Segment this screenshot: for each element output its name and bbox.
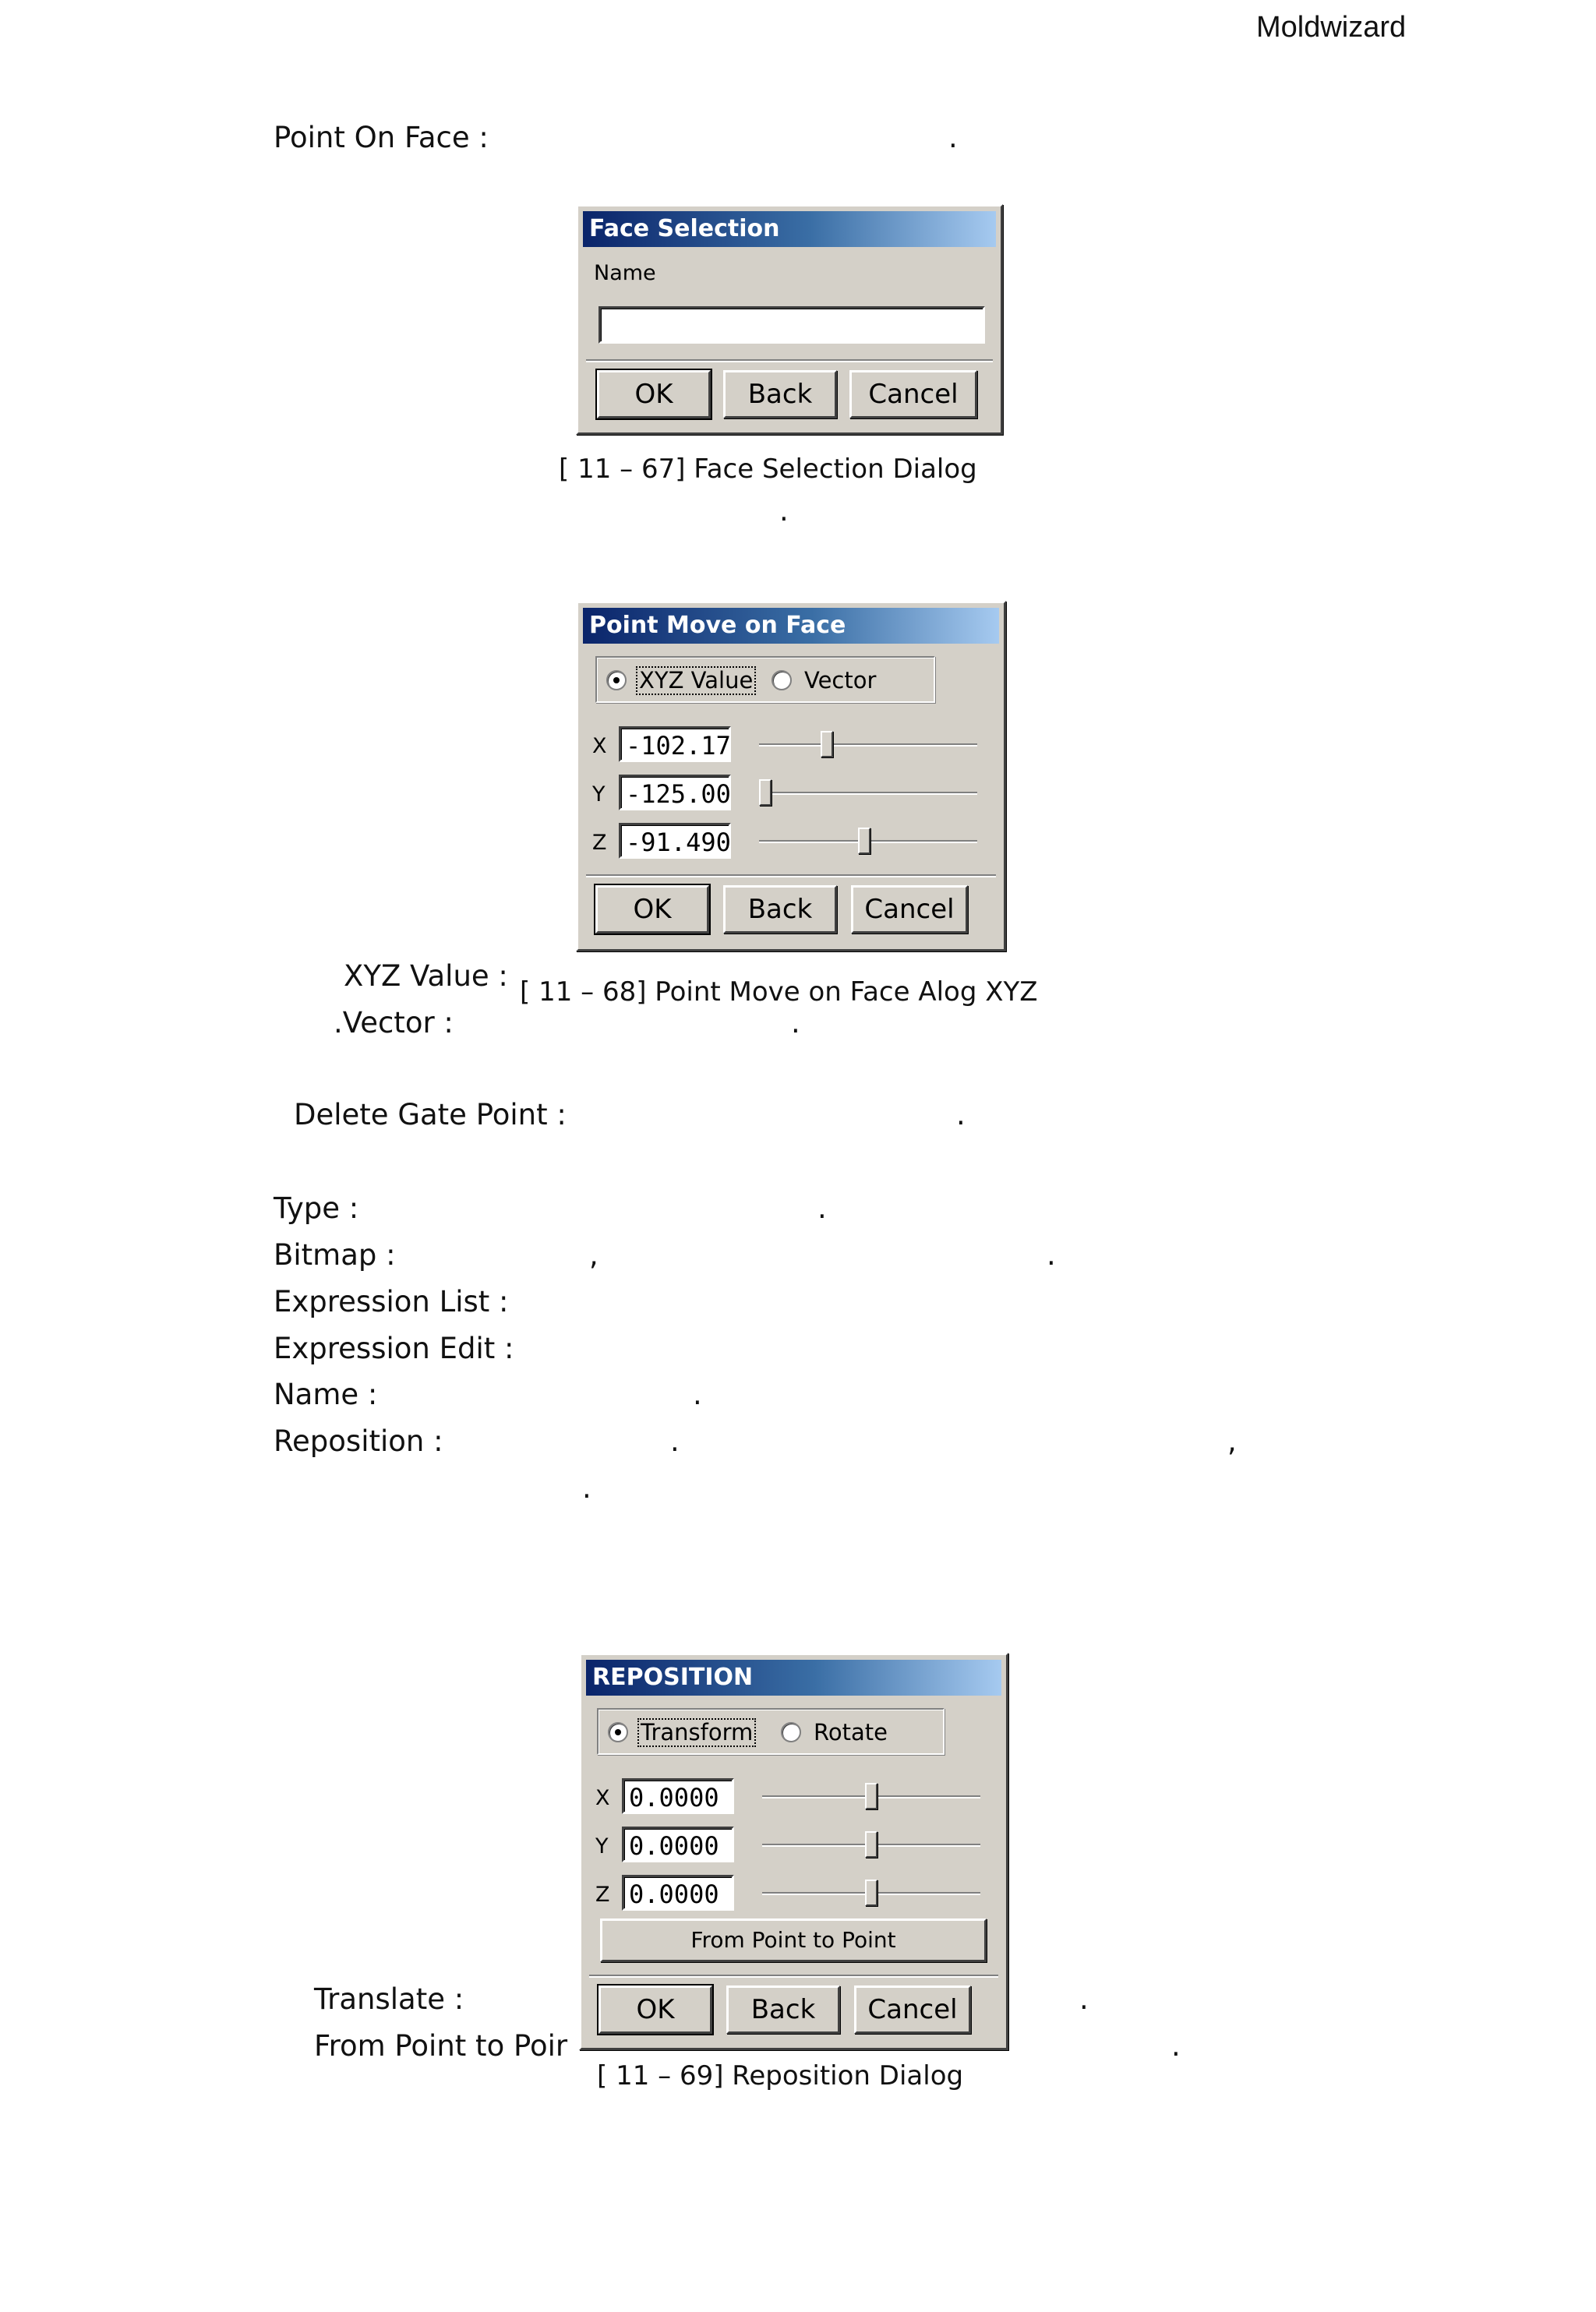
point-z-input[interactable]: -91.490: [619, 823, 731, 859]
rotate-radio[interactable]: [781, 1722, 801, 1742]
name-dot: .: [693, 1378, 702, 1411]
reposition-y-input[interactable]: 0.0000: [622, 1827, 734, 1862]
vector-radio-label[interactable]: Vector: [804, 667, 877, 694]
reposition-cancel-button[interactable]: Cancel: [854, 1985, 971, 2034]
reposition-y-slider-thumb[interactable]: [865, 1831, 877, 1858]
reposition-dialog: [579, 1653, 1008, 2050]
face-cancel-button[interactable]: Cancel: [849, 370, 977, 418]
point-y-label: Y: [592, 782, 606, 807]
translate-text: Translate :: [314, 1982, 464, 2016]
reposition-x-input[interactable]: 0.0000: [622, 1778, 734, 1814]
from-point-dot: .: [1171, 2029, 1181, 2063]
vector-radio[interactable]: [772, 670, 792, 690]
point-y-slider-thumb[interactable]: [759, 779, 772, 806]
point-x-input[interactable]: -102.17: [619, 726, 731, 762]
point-move-mode-group: [595, 656, 935, 703]
transform-radio-label[interactable]: Transform: [641, 1719, 754, 1745]
point-on-face-text: Point On Face :: [274, 121, 489, 154]
reposition-z-input[interactable]: 0.0000: [622, 1875, 734, 1911]
rotate-radio-label[interactable]: Rotate: [814, 1719, 888, 1745]
figure-68-caption: [ 11 – 68] Point Move on Face Alog XYZ: [520, 976, 1038, 1008]
point-y-slider-track[interactable]: [759, 792, 977, 795]
document-header: Moldwizard: [1256, 11, 1407, 44]
point-x-slider-track[interactable]: [759, 743, 977, 747]
reposition-text: Reposition :: [274, 1424, 443, 1458]
from-point-to-point-button[interactable]: From Point to Point: [600, 1918, 987, 1962]
delete-gate-point-dot: .: [956, 1098, 966, 1131]
point-x-label: X: [592, 734, 607, 758]
bitmap-comma: ,: [589, 1238, 598, 1272]
bitmap-dot: .: [1047, 1238, 1056, 1272]
expression-list-text: Expression List :: [274, 1285, 509, 1318]
reposition-z-slider-thumb[interactable]: [865, 1880, 877, 1906]
point-move-separator: [586, 874, 996, 877]
reposition-y-label: Y: [595, 1834, 609, 1858]
bitmap-text: Bitmap :: [274, 1238, 396, 1272]
xyz-value-radio-label[interactable]: XYZ Value: [639, 667, 754, 694]
expression-edit-text: Expression Edit :: [274, 1332, 514, 1365]
reposition-dot: .: [670, 1424, 680, 1458]
figure-69-caption: [ 11 – 69] Reposition Dialog: [597, 2060, 964, 2091]
point-move-ok-button[interactable]: OK: [595, 885, 709, 934]
name-text: Name :: [274, 1378, 378, 1411]
point-y-input[interactable]: -125.00: [619, 775, 731, 810]
from-point-to-point-text: From Point to Poir: [314, 2029, 568, 2063]
translate-dot: .: [1079, 1982, 1089, 2016]
point-z-slider-thumb[interactable]: [858, 828, 870, 854]
face-ok-button[interactable]: OK: [597, 370, 711, 418]
reposition-x-label: X: [595, 1786, 610, 1810]
face-selection-dialog: [576, 204, 1003, 435]
point-z-label: Z: [592, 831, 607, 855]
vector-dot: .: [791, 1006, 800, 1040]
type-text: Type :: [274, 1191, 359, 1225]
face-name-input[interactable]: [598, 306, 985, 344]
face-dialog-separator: [586, 359, 993, 362]
figure-67-note-dot: .: [779, 494, 789, 528]
reposition-separator: [589, 1975, 998, 1978]
xyz-value-text: XYZ Value :: [344, 959, 508, 993]
reposition-continuation-dot: .: [582, 1471, 591, 1505]
type-dot: .: [817, 1191, 827, 1225]
point-move-titlebar: Point Move on Face: [583, 608, 999, 644]
transform-radio[interactable]: [608, 1722, 628, 1742]
reposition-x-slider-thumb[interactable]: [865, 1783, 877, 1809]
face-selection-titlebar: Face Selection: [583, 211, 996, 247]
reposition-z-label: Z: [595, 1883, 610, 1907]
reposition-ok-button[interactable]: OK: [598, 1985, 712, 2034]
point-move-back-button[interactable]: Back: [723, 885, 837, 934]
point-x-slider-thumb[interactable]: [821, 731, 833, 757]
delete-gate-point-text: Delete Gate Point :: [294, 1098, 567, 1131]
point-on-face-dot: .: [948, 121, 958, 154]
vector-text: .Vector :: [334, 1006, 454, 1040]
face-name-label: Name: [594, 261, 656, 285]
reposition-mode-group: [597, 1708, 945, 1755]
figure-67-caption: [ 11 – 67] Face Selection Dialog: [559, 454, 977, 485]
reposition-back-button[interactable]: Back: [726, 1985, 840, 2034]
point-move-cancel-button[interactable]: Cancel: [851, 885, 968, 934]
point-move-dialog: [576, 601, 1006, 951]
face-back-button[interactable]: Back: [723, 370, 837, 418]
reposition-comma: ,: [1227, 1424, 1237, 1458]
xyz-value-radio[interactable]: [606, 670, 627, 690]
reposition-titlebar: REPOSITION: [586, 1660, 1001, 1696]
